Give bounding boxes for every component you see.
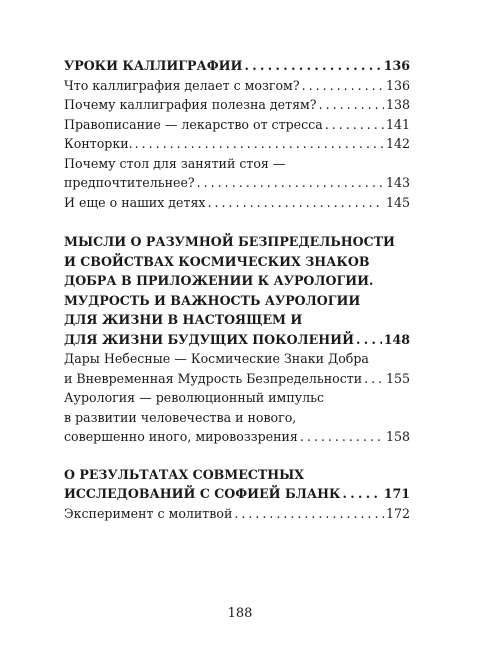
page-ref: 141 [385,116,410,132]
leader-dots [319,95,384,115]
toc-item[interactable] [64,504,410,524]
section-spacer [64,212,410,232]
section-heading: ИССЛЕДОВАНИЙ С СОФИЕЙ БЛАНК [64,486,341,501]
page-ref: 143 [385,175,410,190]
toc-item[interactable] [64,154,410,193]
section-heading-line: МУДРОСТЬ И ВАЖНОСТЬ АУРОЛОГИИ [64,292,361,308]
leader-dots [234,504,384,524]
toc-item-title: совершенно иного, мировоззрения [64,429,298,444]
leader-dots [135,134,384,154]
page-ref: 158 [385,429,410,444]
toc-item-title: предпочтительнее? [64,175,195,190]
toc-item-title: Что каллиграфия делает с мозгом? [64,77,300,93]
page-ref: 148 [383,331,410,347]
leader-dots [197,173,384,193]
leader-dots [302,76,384,96]
toc-item[interactable] [64,115,410,135]
toc-item-title-line: в развитии человечества и нового, [64,409,297,425]
section-heading-line: ДОБРА В ПРИЛОЖЕНИИ К АУРОЛОГИИ. [64,273,374,288]
page-ref: 136 [383,58,410,73]
toc-section-aurology[interactable] [64,232,410,349]
toc-section-research[interactable] [64,465,410,504]
section-spacer [64,447,410,465]
leader-dots [356,330,382,350]
toc-item-title: Правописание — лекарство от стресса [64,116,323,132]
toc-item[interactable] [64,95,410,115]
page-ref: 136 [385,77,410,93]
toc-item[interactable] [64,349,410,388]
toc-item-title: И еще о наших детях [64,194,206,210]
leader-dots [208,193,384,213]
page-ref: 138 [385,97,410,112]
toc-item-title: Конторки. [64,136,133,151]
toc-section-calligraphy[interactable] [64,56,410,76]
page-ref: 171 [383,486,410,501]
table-of-contents [64,56,410,523]
leader-dots [300,427,384,447]
page-ref: 172 [385,505,410,521]
toc-item[interactable] [64,134,410,154]
toc-item-title-line: Почему стол для занятий стоя — [64,155,286,171]
leader-dots [342,484,381,504]
toc-item-title: Эксперимент с молитвой [64,505,233,521]
leader-dots [244,56,381,76]
toc-item[interactable] [64,388,410,447]
page-ref: 155 [385,370,410,386]
toc-item-title-line: Дары Небесные — Космические Знаки Добра [64,351,369,366]
section-heading: УРОКИ КАЛЛИГРАФИИ [64,58,243,73]
page-number: 188 [227,606,253,621]
section-heading-line: ДЛЯ ЖИЗНИ В НАСТОЯЩЕМ И [64,312,303,327]
toc-item-title-line: Аурология — революционный импульс [64,390,325,405]
page-ref: 142 [385,136,410,151]
section-heading-line: МЫСЛИ О РАЗУМНОЙ БЕЗПРЕДЕЛЬНОСТИ [64,234,395,249]
leader-dots [325,115,384,135]
page-ref: 145 [385,194,410,210]
leader-dots [364,369,384,389]
toc-item[interactable] [64,193,410,213]
section-heading: ДЛЯ ЖИЗНИ БУДУЩИХ ПОКОЛЕНИЙ [64,331,354,347]
toc-item-title: и Вневременная Мудрость Безпредельности [64,370,363,386]
section-heading-line: И СВОЙСТВАХ КОСМИЧЕСКИХ ЗНАКОВ [64,253,370,269]
toc-item[interactable] [64,76,410,96]
section-heading-line: О РЕЗУЛЬТАТАХ СОВМЕСТНЫХ [64,466,305,482]
toc-item-title: Почему каллиграфия полезна детям? [64,97,317,112]
